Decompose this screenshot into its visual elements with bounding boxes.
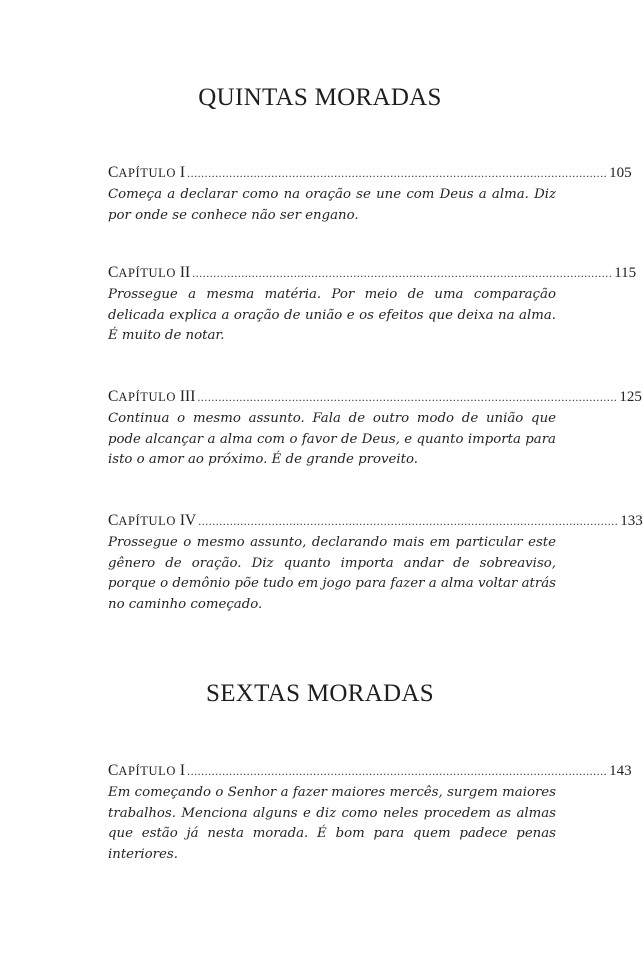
- chapter-label-rest: APÍTULO: [118, 166, 177, 180]
- chapter-number: III: [179, 388, 196, 405]
- toc-entry-quintas-cap-4[interactable]: [108, 512, 643, 615]
- chapter-label-rest: APÍTULO: [118, 764, 177, 778]
- chapter-number: I: [179, 762, 186, 779]
- page-number: 115: [614, 265, 637, 281]
- entry-heading: [108, 762, 632, 780]
- chapter-description: Em começando o Senhor a fazer maiores mercês, surgem maiores trabalhos. Menciona alguns e diz como neles procedem as almas que estão já nesta morada. É bom para quem padece penas interiores.: [108, 785, 556, 862]
- chapter-number: I: [179, 164, 186, 181]
- toc-entry-quintas-cap-1[interactable]: [108, 164, 632, 226]
- chapter-label-initial: C: [108, 164, 119, 181]
- section-title-quintas-moradas: QUINTAS MORADAS: [198, 84, 442, 111]
- chapter-label-rest: APÍTULO: [118, 514, 177, 528]
- chapter-description: Prossegue a mesma matéria. Por meio de uma comparação delicada explica a oração de união e os efeitos que deixa na alma. É muito de notar.: [108, 287, 556, 343]
- chapter-description: Prossegue o mesmo assunto, declarando mais em particular este gênero de oração. Diz quanto importa andar de sobreaviso, porque o demônio põe tudo em jogo para fazer a alma voltar atrás no caminho começado.: [108, 535, 556, 612]
- toc-entry-quintas-cap-2[interactable]: [108, 264, 637, 347]
- entry-heading: [108, 388, 642, 406]
- page-number: 125: [619, 389, 642, 405]
- entry-heading: [108, 264, 637, 282]
- toc-entry-quintas-cap-3[interactable]: [108, 388, 642, 471]
- chapter-number: II: [179, 264, 191, 281]
- chapter-label-initial: C: [108, 762, 119, 779]
- chapter-label-rest: APÍTULO: [118, 266, 177, 280]
- chapter-label-initial: C: [108, 512, 119, 529]
- toc-entry-sextas-cap-1[interactable]: [108, 762, 632, 865]
- chapter-number: IV: [179, 512, 197, 529]
- chapter-description: Começa a declarar como na oração se une com Deus a alma. Diz por onde se conhece não ser engano.: [108, 187, 556, 223]
- dot-leader: ........................................................................................................................: [197, 390, 618, 404]
- dot-leader: ........................................................................................................................: [187, 166, 608, 180]
- section-title-sextas-moradas: SEXTAS MORADAS: [206, 680, 434, 707]
- dot-leader: ........................................................................................................................: [192, 266, 613, 280]
- entry-heading: [108, 512, 643, 530]
- entry-heading: [108, 164, 632, 182]
- chapter-label-initial: C: [108, 264, 119, 281]
- page-number: 133: [620, 513, 643, 529]
- dot-leader: ........................................................................................................................: [187, 764, 608, 778]
- page-number: 143: [609, 763, 632, 779]
- page-number: 105: [609, 165, 632, 181]
- dot-leader: ........................................................................................................................: [198, 514, 619, 528]
- chapter-label-initial: C: [108, 388, 119, 405]
- chapter-label-rest: APÍTULO: [118, 390, 177, 404]
- chapter-description: Continua o mesmo assunto. Fala de outro modo de união que pode alcançar a alma com o favor de Deus, e quanto importa para isto o amor ao próximo. É de grande proveito.: [108, 411, 556, 467]
